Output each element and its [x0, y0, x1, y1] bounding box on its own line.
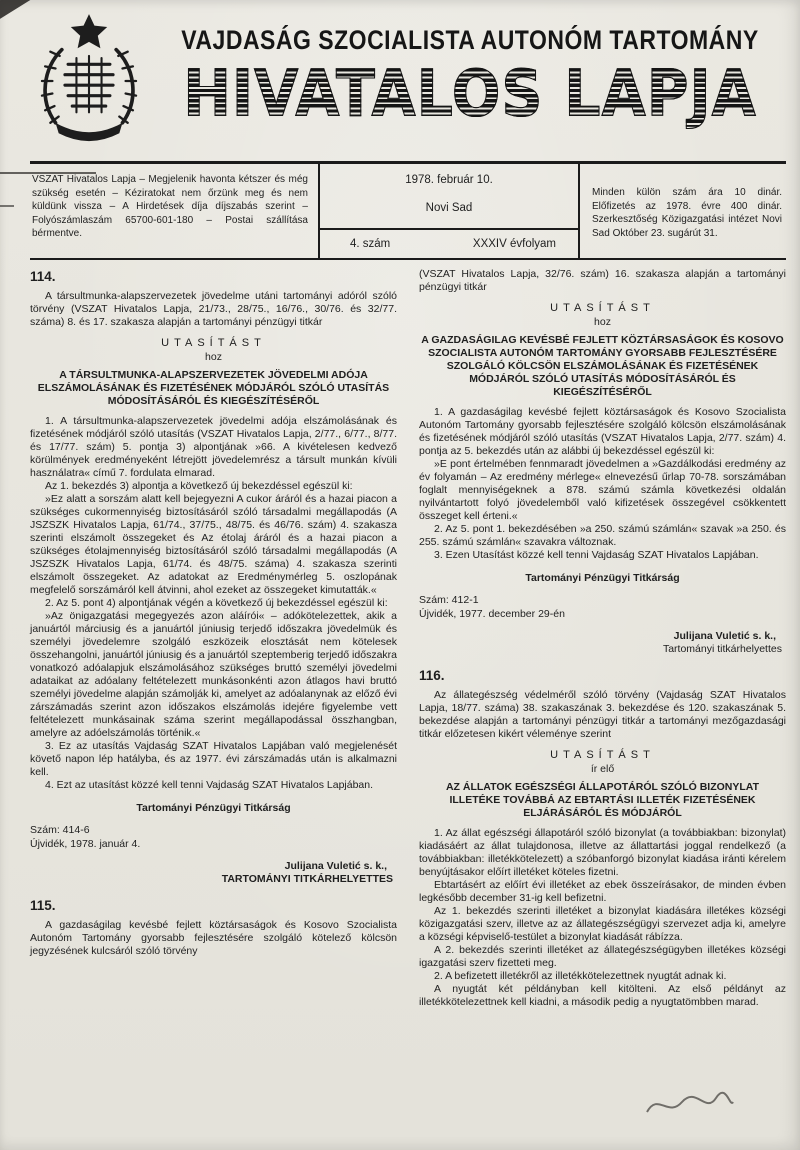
scan-artifact: [0, 172, 96, 174]
directive-subheading: hoz: [594, 316, 611, 328]
issue-divider-rule: [320, 228, 578, 230]
paragraph: A társultmunka-alapszervezetek jövedelme utáni tartományi adóról szóló törvény (VSZAT Hivatalos Lapja, 21/73., 28/75., 16/76., 30/76. és 32/77. száma) 8. és 17. szakasza alapján a tartományi pénzügyi titkár: [30, 290, 397, 328]
directive-title: A GAZDASÁGILAG KEVÉSBÉ FEJLETT KÖZTÁRSASÁGOK ÉS KOSOVO SZOCIALISTA AUTONÓM TARTOMÁNY GYORSABB FEJLESZTÉSÉRE SZOLGÁLÓ KÖLCSÖN ELSZÁMOLÁSÁNAK ÉS FIZETÉSÉNEK MÓDJÁRÓL SZÓLÓ UTASÍTÁS MÓDOSÍTÁSÁRÓL ÉS KIEGÉSZÍTÉSÉRŐL: [421, 334, 784, 398]
reference-line: Újvidék, 1978. január 4.: [30, 838, 141, 850]
paragraph: A nyugtát két példányban kell kitölteni. Az első példányt az illetékkötelezettnek kell kiadni, a második pedig a nyugtatömbben marad.: [419, 983, 786, 1008]
paragraph: 1. A társultmunka-alapszervezetek jövedelmi adója elszámolásának és fizetésének módjáról szóló utasítás (VSZAT Hivatalos Lapja, 2/77., 6/77., 8/77. és 17/77. szám) 5. pontja 3) alpontjának »66. A kivételesen kedvező körülmények eredményeként létrejött jövedelemrész a társult munkán kívüli használatra« című 7. fordulata elmarad.: [30, 415, 397, 479]
directive-subheading: ír elő: [590, 763, 615, 775]
article-number: 115.: [30, 898, 56, 913]
paragraph: Az 1. bekezdés 3) alpontja a következő új bekezdéssel egészül ki:: [45, 480, 353, 492]
left-column: [30, 268, 397, 1009]
info-bar: [30, 164, 786, 260]
paragraph: »Az önigazgatási megegyezés azon aláírói« – adókötelezettek, akik a januártól márciusig és a januártól júniusig terjedő időszakra jövedelmük és személyi jövedelemre szolgáló eszközeik elosztását nem kötelesek összehangolni, januártól júniusig és a januártól szeptemberig terjedő időszakra vonatkozó adóalapjuk elszámolásához szükséges bruttó személyi jövedelmi adataikat az adóalany feltételezett munkásonkénti azon átlagos havi bruttó személyi jövedelme alapján számolják ki, amelyet az adóalanynak az előző évi zárszámadás szerint azon időszakos elszámolás idejére figyelembe vett feltételezett munkásainak száma szerint megállapodással összhangban, amelyre az adóelszámolás történik.«: [30, 610, 397, 739]
paragraph: 1. A gazdaságilag kevésbé fejlett köztársaságok és Kosovo Szocialista Autonóm Tartomány gyorsabb fejlesztésére szolgáló kölcsön elszámolásának és fizetésének módjáról szóló utasítás (VSZAT Hivatalos Lapja, 2/77. szám) 4. pontja az 5. bekezdés után az alábbi új bekezdéssel egészül ki:: [419, 406, 786, 457]
issue-number: 4. szám: [350, 238, 391, 250]
paragraph: »E pont értelmében fennmaradt jövedelmen a »Gazdálkodási eredmény az év folyamán – Az eredmény mérlege« elnevezésű űrlap 70-78. sorszámában foglalt mennyiségeknek a 878. számú számla következési oldalán nyilvántartott folyó jövedelemből való kifizetések összegével csökkentett összeget kell érteni.«: [419, 458, 786, 522]
directive-heading: UTASÍTÁST: [550, 749, 655, 761]
issuer-heading: Tartományi Pénzügyi Titkárság: [136, 802, 291, 814]
gazette-title: HIVATALOS LAPJA: [183, 57, 757, 132]
scan-artifact: [644, 1088, 736, 1122]
paragraph: (VSZAT Hivatalos Lapja, 32/76. szám) 16. szakasza alapján a tartományi pénzügyi titkár: [419, 268, 786, 293]
paragraph: A gazdaságilag kevésbé fejlett köztársaságok és Kosovo Szocialista Autonóm Tartomány gyorsabb fejlesztésére szolgáló kötelező kölcsön jegyzésének kulcsáról szóló törvény: [30, 919, 397, 957]
paragraph: Az állategészség védelméről szóló törvény (Vajdaság SZAT Hivatalos Lapja, 18/77. száma) 38. szakaszának 3. bekezdése és 120. szakaszának 5. bekezdése alapján a tartományi pénzügyi titkár a tartományi mezőgazdasági titkár előzetesen kikért véleménye szerint: [419, 689, 786, 740]
directive-heading: UTASÍTÁST: [161, 337, 266, 349]
coat-of-arms-graphic: [30, 12, 148, 150]
publication-info: VSZAT Hivatalos Lapja – Megjelenik havonta kétszer és még szükség esetén – Kéziratokat nem őrzünk meg és nem küldünk vissza – A Hirdetések díja díjszabás szerint – Folyószámlaszám 65700-601-180 – Postai szállítása bérmentve.: [32, 174, 308, 239]
paragraph: 2. Az 5. pont 4) alpontjának végén a következő új bekezdéssel egészül ki:: [45, 597, 388, 609]
volume-number: XXXIV évfolyam: [472, 238, 556, 250]
reference-line: Szám: 414-6: [30, 824, 90, 836]
article-columns: [30, 260, 786, 1009]
province-title: VAJDASÁG SZOCIALISTA AUTONÓM TARTOMÁNY: [181, 24, 759, 55]
paragraph: 4. Ezt az utasítást közzé kell tenni Vajdaság SZAT Hivatalos Lapjában.: [45, 779, 374, 791]
price-info: Minden külön szám ára 10 dinár. Előfizetés az 1978. évre 400 dinár. Szerkesztőség Közigazgatási intézet Novi Sad Október 23. sugárút 31.: [592, 187, 782, 239]
directive-heading: UTASÍTÁST: [550, 302, 655, 314]
paragraph: 2. A befizetett illetékről az illetékkötelezettnek nyugtát adnak ki.: [434, 970, 727, 982]
paragraph: 1. Az állat egészségi állapotáról szóló bizonylat (a továbbiakban: bizonylat) kiadásáért az állat tulajdonosa, illetve az állattartási joggal rendelkező (a továbbiakban: illetékkötelezett) a szóbanforgó bizonylat kiadása iránti kérelem benyújtásakor előírt illetéket köteles fizetni.: [419, 827, 786, 878]
issuer-heading: Tartományi Pénzügyi Titkárság: [525, 572, 680, 584]
article-number: 114.: [30, 269, 56, 284]
masthead: [30, 8, 786, 164]
issue-number-row: [320, 238, 578, 250]
directive-title: AZ ÁLLATOK EGÉSZSÉGI ÁLLAPOTÁRÓL SZÓLÓ BIZONYLAT ILLETÉKE TOVÁBBÁ AZ EBTARTÁSI ILLETÉK FIZETÉSÉNEK ELJÁRÁSÁRÓL ÉS MÓDJÁRÓL: [445, 781, 760, 819]
paragraph: Az 1. bekezdés szerinti illetéket a bizonylat kiadására illetékes községi közigazgatási szerv, illetve az az állategészségügyi szervezet adja ki, amelyre a községi képviselő-testület a bizonylat kiadását rábízza.: [419, 905, 786, 943]
signature-role: TARTOMÁNYI TITKÁRHELYETTES: [221, 873, 393, 885]
paragraph: 3. Ezen Utasítást közzé kell tenni Vajdaság SZAT Hivatalos Lapjában.: [434, 549, 759, 561]
signature-role: Tartományi titkárhelyettes: [662, 643, 782, 655]
paragraph: 2. Az 5. pont 1. bekezdésében »a 250. számú számlán« szavak »a 250. és 255. számú számlán« szavakra változnak.: [419, 523, 786, 548]
issue-date: 1978. február 10.: [405, 174, 493, 186]
directive-title: A TÁRSULTMUNKA-ALAPSZERVEZETEK JÖVEDELMI ADÓJA ELSZÁMOLÁSÁNAK ÉS FIZETÉSÉNEK MÓDJÁRÓL SZÓLÓ UTASÍTÁS MÓDOSÍTÁSÁRÓL ÉS KIEGÉSZÍTÉSÉRŐL: [37, 369, 390, 407]
scan-artifact: [0, 0, 33, 19]
paragraph: »Ez alatt a sorszám alatt kell bejegyezni A cukor áráról és a hazai piacon a szükséges cukormennyiség biztosításáról szóló társadalmi megállapodás (A JSZSZK Hivatalos Lapja, 61/74., 37/75., 48/75. és 46/76. szám) 4. szakasza szerinti elszámolt összegeket és Az étolaj áráról és a hazai piacon a szükséges étolajmennyiség biztosításáról szóló társadalmi megállapodás (A JSZSZK Hivatalos Lapja, 61/74. és 48/75. száma) 4. szakasza szerinti elszámolt összegeket. Az adatokat az Eredménymérleg 5. oszlopának megfelelő sorszámáról kell átvinni, ahol ezeket az összegeket kimutatták.«: [30, 493, 397, 596]
issue-city: Novi Sad: [425, 202, 473, 214]
issue-info: [318, 164, 580, 258]
right-column: [419, 268, 786, 1009]
directive-subheading: hoz: [205, 351, 222, 363]
paragraph: Ebtartásért az előírt évi illetéket az ebek összeírásakor, de minden évben legkésőbb december 31-ig kell befizetni.: [419, 879, 786, 904]
coat-of-arms: [30, 8, 154, 155]
article-number: 116.: [419, 668, 445, 683]
paragraph: A 2. bekezdés szerinti illetéket az állategészségügyben illetékes községi igazgatási szerv fizetteti meg.: [419, 944, 786, 969]
masthead-titles: [154, 8, 786, 132]
reference-line: Szám: 412-1: [419, 594, 479, 606]
signature-name: Julijana Vuletić s. k.,: [284, 860, 387, 872]
reference-line: Újvidék, 1977. december 29-én: [419, 608, 565, 620]
signature-name: Julijana Vuletić s. k.,: [673, 630, 776, 642]
paragraph: 3. Ez az utasítás Vajdaság SZAT Hivatalos Lapjában való megjelenését követő napon lép hatályba, és az 1977. évi zárszámadás után is alkalmazni kell.: [30, 740, 397, 778]
scan-artifact: [0, 205, 14, 207]
